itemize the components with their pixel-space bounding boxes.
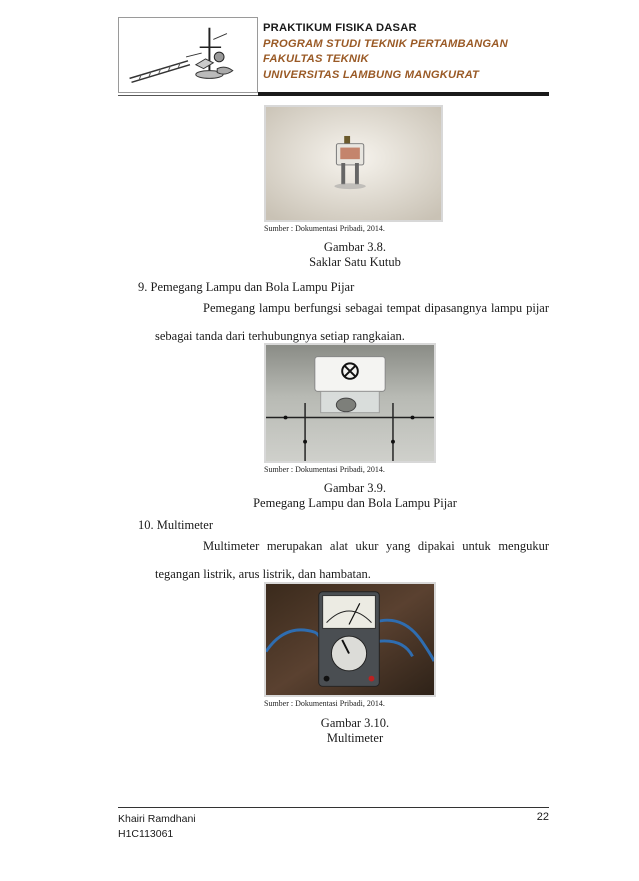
figure-caption [220,481,490,511]
figure-source: Sumber : Dokumentasi Pribadi, 2014. [264,699,385,708]
header-logo [118,17,258,93]
figure-caption [250,240,460,270]
header-rule-thick [258,92,549,96]
footer-author [118,812,196,842]
author-nim: H1C113061 [118,828,174,840]
page-number: 22 [536,811,549,823]
figure-number: Gambar 3.8. [323,240,387,254]
figure-number: Gambar 3.10. [320,716,390,730]
photo-multimeter [264,582,436,697]
header-university: UNIVERSITAS LAMBUNG MANGKURAT [263,68,480,81]
item-heading: 9. Pemegang Lampu dan Bola Lampu Pijar [138,280,355,294]
figure-number: Gambar 3.9. [323,481,387,495]
paragraph-line: Pemegang lampu berfungsi sebagai tempat dipasangnya lampu pijar [203,301,549,315]
header-text [263,21,508,83]
paragraph-line: tegangan listrik, arus listrik, dan hambatan. [155,567,371,581]
header-title: PRAKTIKUM FISIKA DASAR [263,22,417,34]
figure-title: Multimeter [326,731,384,745]
figure-title: Saklar Satu Kutub [309,255,401,269]
photo-switch [264,105,443,222]
figure-title: Pemegang Lampu dan Bola Lampu Pijar [253,496,457,510]
header-program: PROGRAM STUDI TEKNIK PERTAMBANGAN [263,37,508,50]
item-heading: 10. Multimeter [138,518,213,532]
figure-source: Sumber : Dokumentasi Pribadi, 2014. [264,465,385,474]
figure-source: Sumber : Dokumentasi Pribadi, 2014. [264,224,385,233]
footer-rule [118,807,549,808]
item-paragraph [155,294,549,350]
lab-apparatus-illustration [119,18,257,92]
author-name: Khairi Ramdhani [118,813,196,825]
item-paragraph [155,532,549,588]
paragraph-line: sebagai tanda dari terhubungnya setiap rangkaian. [155,329,405,343]
header-faculty: FAKULTAS TEKNIK [263,53,369,65]
figure-caption [280,716,430,746]
paragraph-line: Multimeter merupakan alat ukur yang dipakai untuk mengukur [203,539,549,553]
photo-lamp-holder [264,343,436,463]
